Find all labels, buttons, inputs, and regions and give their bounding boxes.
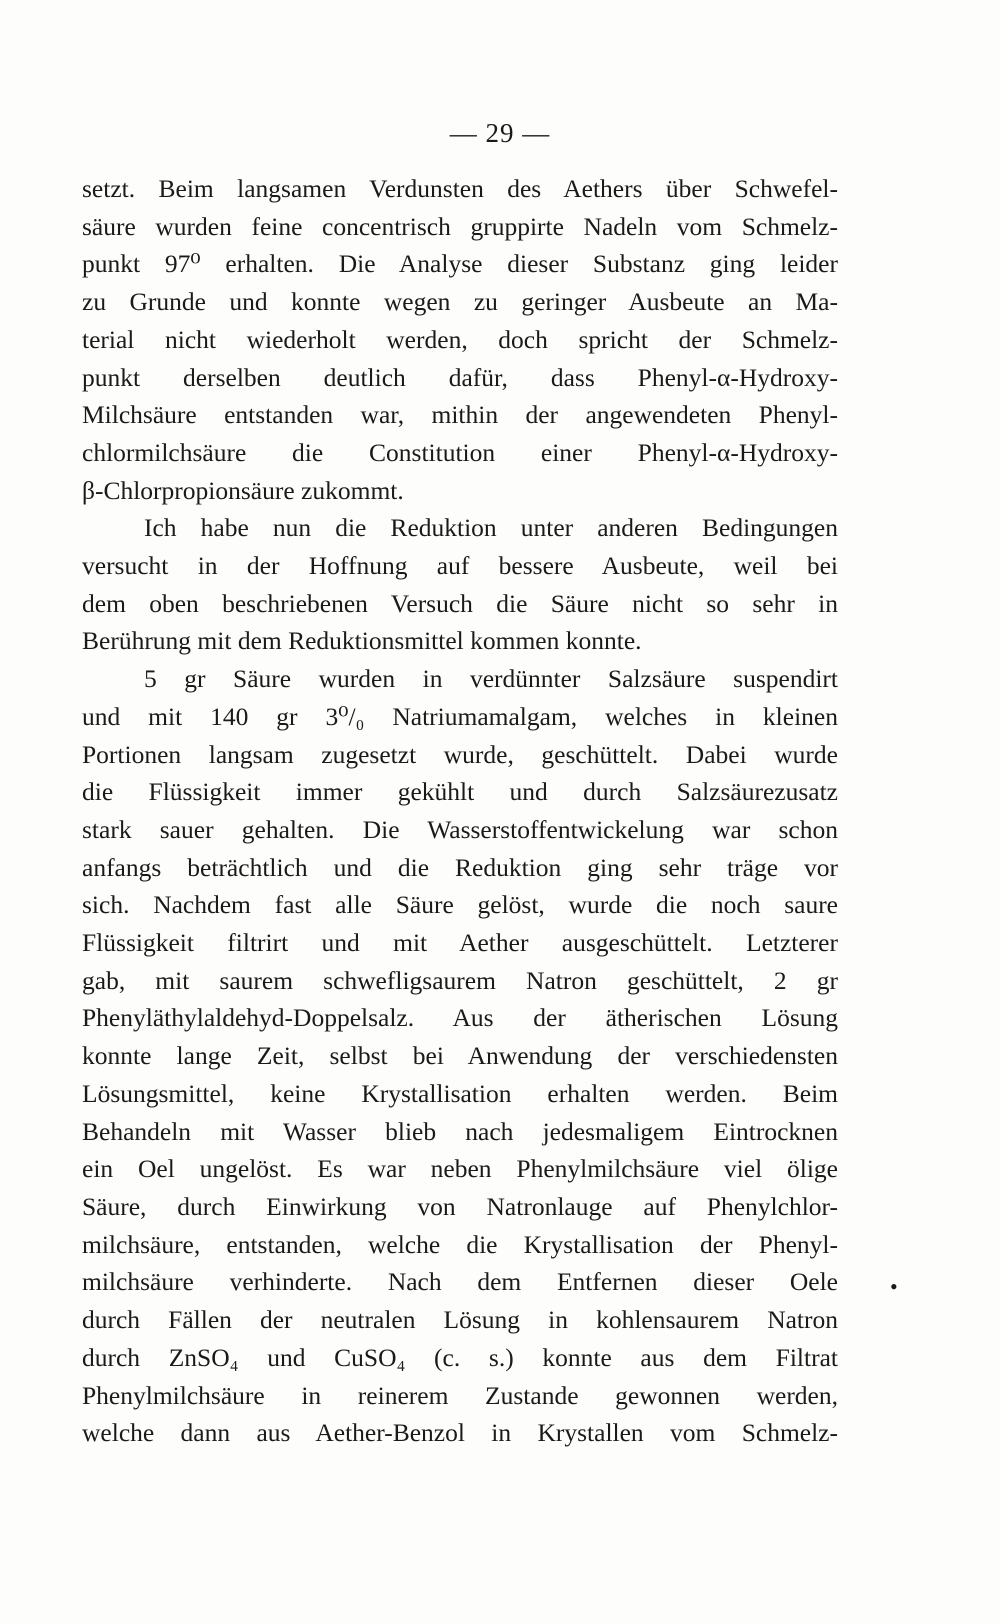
text-line: versucht in der Hoffnung auf bessere Ausbeute, weil bei bbox=[82, 551, 838, 581]
text-line: welche dann aus Aether-Benzol in Krystallen vom Schmelz- bbox=[82, 1418, 838, 1448]
text-line: gab, mit saurem schwefligsaurem Natron geschüttelt, 2 gr bbox=[82, 965, 838, 995]
text-line: Berührung mit dem Reduktionsmittel kommen konnte. bbox=[82, 626, 642, 656]
text-line: β-Chlorpropionsäure zukommt. bbox=[82, 475, 404, 505]
text-line: und mit 140 gr 3⁰/₀ Natriumamalgam, welches in kleinen bbox=[82, 701, 838, 731]
text-line: punkt 97⁰ erhalten. Die Analyse dieser Substanz ging leider bbox=[82, 249, 838, 279]
text-line: säure wurden feine concentrisch gruppirte Nadeln vom Schmelz- bbox=[82, 211, 838, 241]
text-line: milchsäure, entstanden, welche die Krystallisation der Phenyl- bbox=[82, 1229, 838, 1259]
text-line: Milchsäure entstanden war, mithin der angewendeten Phenyl- bbox=[82, 400, 838, 430]
text-line: stark sauer gehalten. Die Wasserstoffentwickelung war schon bbox=[82, 814, 838, 844]
text-line: anfangs beträchtlich und die Reduktion ging sehr träge vor bbox=[82, 852, 838, 882]
text-line: terial nicht wiederholt werden, doch spricht der Schmelz- bbox=[82, 324, 838, 354]
text-line: die Flüssigkeit immer gekühlt und durch Salzsäurezusatz bbox=[82, 777, 838, 807]
text-line: Phenylmilchsäure in reinerem Zustande gewonnen werden, bbox=[82, 1380, 838, 1410]
page-number: — 29 — bbox=[449, 118, 551, 148]
text-line: milchsäure verhinderte. Nach dem Entfernen dieser Oele bbox=[82, 1267, 838, 1297]
text-line: Portionen langsam zugesetzt wurde, geschüttelt. Dabei wurde bbox=[82, 739, 838, 769]
body-text bbox=[82, 170, 838, 1452]
text-line: Phenyläthylaldehyd-Doppelsalz. Aus der ätherischen Lösung bbox=[82, 1003, 838, 1033]
text-line: Behandeln mit Wasser blieb nach jedesmaligem Eintrocknen bbox=[82, 1116, 838, 1146]
text-line: sich. Nachdem fast alle Säure gelöst, wurde die noch saure bbox=[82, 890, 838, 920]
margin-dot-mark: • bbox=[890, 1274, 898, 1299]
text-line: dem oben beschriebenen Versuch die Säure nicht so sehr in bbox=[82, 588, 838, 618]
text-line: durch ZnSO₄ und CuSO₄ (c. s.) konnte aus dem Filtrat bbox=[82, 1342, 838, 1372]
text-line: Flüssigkeit filtrirt und mit Aether ausgeschüttelt. Letzterer bbox=[82, 928, 838, 958]
text-line: setzt. Beim langsamen Verdunsten des Aethers über Schwefel- bbox=[82, 174, 838, 203]
text-line: zu Grunde und konnte wegen zu geringer Ausbeute an Ma- bbox=[82, 287, 838, 317]
text-line: Säure, durch Einwirkung von Natronlauge auf Phenylchlor- bbox=[82, 1191, 838, 1221]
text-line: Lösungsmittel, keine Krystallisation erhalten werden. Beim bbox=[82, 1078, 838, 1108]
text-line: 5 gr Säure wurden in verdünnter Salzsäure suspendirt bbox=[144, 664, 838, 694]
text-line: Ich habe nun die Reduktion unter anderen Bedingungen bbox=[144, 513, 838, 543]
text-line: chlormilchsäure die Constitution einer Phenyl-α-Hydroxy- bbox=[82, 437, 838, 467]
text-line: ein Oel ungelöst. Es war neben Phenylmilchsäure viel ölige bbox=[82, 1154, 838, 1184]
text-line: konnte lange Zeit, selbst bei Anwendung der verschiedensten bbox=[82, 1041, 838, 1071]
text-line: durch Fällen der neutralen Lösung in kohlensaurem Natron bbox=[82, 1305, 838, 1335]
text-line: punkt derselben deutlich dafür, dass Phenyl-α-Hydroxy- bbox=[82, 362, 838, 392]
